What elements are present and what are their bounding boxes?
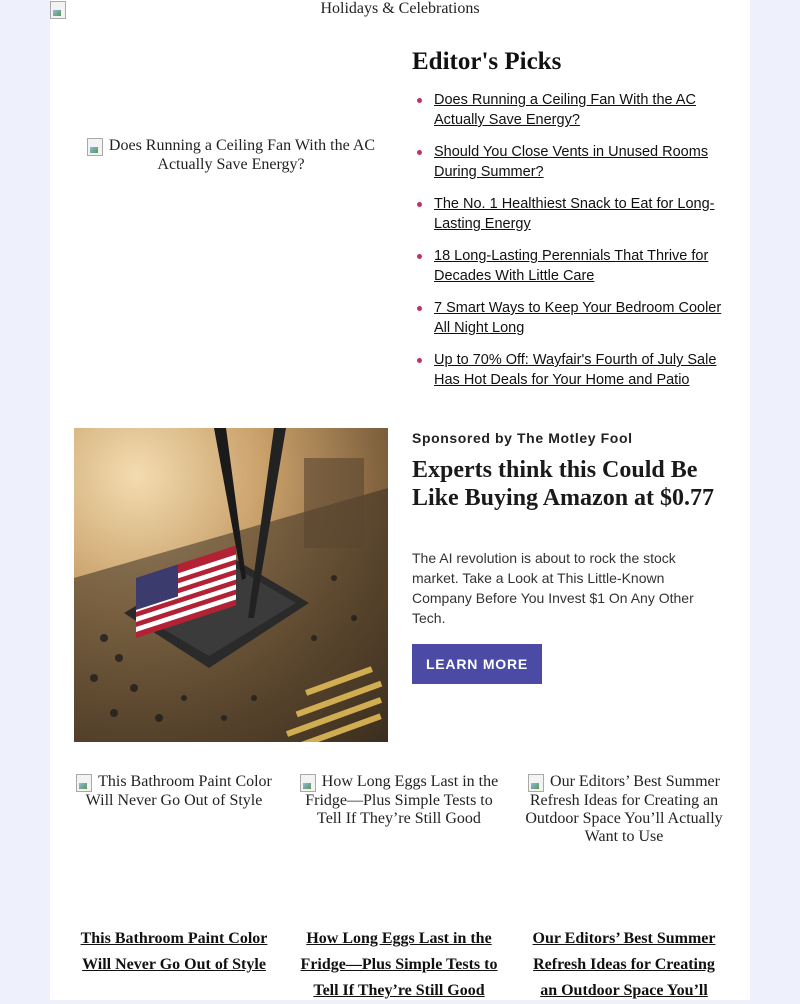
editors-picks-image[interactable] bbox=[74, 137, 388, 174]
editors-pick-link[interactable]: The No. 1 Healthiest Snack to Eat for Long-Lasting Energy bbox=[434, 196, 715, 232]
card-image[interactable] bbox=[74, 773, 274, 810]
editors-picks-list bbox=[412, 90, 732, 402]
card-image-alt: This Bathroom Paint Color Will Never Go Out of Style bbox=[85, 773, 272, 809]
newsletter-page bbox=[50, 0, 750, 1000]
learn-more-button[interactable]: LEARN MORE bbox=[412, 644, 542, 684]
card-image-alt: How Long Eggs Last in the Fridge—Plus Simple Tests to Tell If They’re Still Good bbox=[305, 773, 499, 827]
editors-picks-title: Editor's Picks bbox=[412, 48, 562, 75]
editors-pick-link[interactable]: 18 Long-Lasting Perennials That Thrive for Decades With Little Care bbox=[434, 248, 709, 284]
hero-image[interactable] bbox=[50, 0, 750, 20]
sponsored-body: The AI revolution is about to rock the stock market. Take a Look at This Little-Known Company Before You Invest $1 On Any Other Tech. bbox=[412, 550, 694, 626]
broken-image-icon bbox=[87, 138, 103, 156]
editors-pick-link[interactable]: Does Running a Ceiling Fan With the AC Actually Save Energy? bbox=[434, 92, 696, 128]
card-title bbox=[74, 926, 274, 978]
card-title-link[interactable]: How Long Eggs Last in the Fridge—Plus Simple Tests to Tell If They’re Still Good bbox=[300, 930, 498, 999]
list-item bbox=[412, 194, 732, 234]
card-image-alt: Our Editors’ Best Summer Refresh Ideas for Creating an Outdoor Space You’ll Actually Want to Use bbox=[525, 773, 723, 845]
sponsored-label: Sponsored by The Motley Fool bbox=[412, 430, 633, 446]
card-title-link[interactable]: This Bathroom Paint Color Will Never Go Out of Style bbox=[80, 930, 268, 973]
broken-image-icon bbox=[300, 774, 316, 792]
card-title-link[interactable]: Our Editors’ Best Summer Refresh Ideas for Creating an Outdoor Space You’ll bbox=[532, 930, 716, 999]
editors-pick-link[interactable]: Should You Close Vents in Unused Rooms During Summer? bbox=[434, 144, 709, 180]
list-item bbox=[412, 298, 732, 338]
broken-image-icon bbox=[50, 1, 66, 19]
sponsored-image[interactable] bbox=[74, 428, 388, 742]
list-item bbox=[412, 350, 732, 390]
card-title bbox=[299, 926, 499, 1004]
circuit-chip-illustration bbox=[74, 428, 388, 742]
broken-image-icon bbox=[76, 774, 92, 792]
card-title bbox=[524, 926, 724, 1004]
editors-pick-link[interactable]: 7 Smart Ways to Keep Your Bedroom Cooler All Night Long bbox=[434, 300, 722, 336]
list-item bbox=[412, 142, 732, 182]
editors-picks-image-alt: Does Running a Ceiling Fan With the AC Actually Save Energy? bbox=[108, 137, 376, 173]
sponsored-headline[interactable]: Experts think this Could Be Like Buying Amazon at $0.77 bbox=[412, 457, 715, 511]
editors-pick-link[interactable]: Up to 70% Off: Wayfair's Fourth of July Sale Has Hot Deals for Your Home and Patio bbox=[434, 352, 717, 388]
list-item bbox=[412, 246, 732, 286]
list-item bbox=[412, 90, 732, 130]
card-image[interactable] bbox=[299, 773, 499, 828]
broken-image-icon bbox=[528, 774, 544, 792]
card-image[interactable] bbox=[524, 773, 724, 846]
hero-image-alt: Holidays & Celebrations bbox=[320, 0, 480, 17]
